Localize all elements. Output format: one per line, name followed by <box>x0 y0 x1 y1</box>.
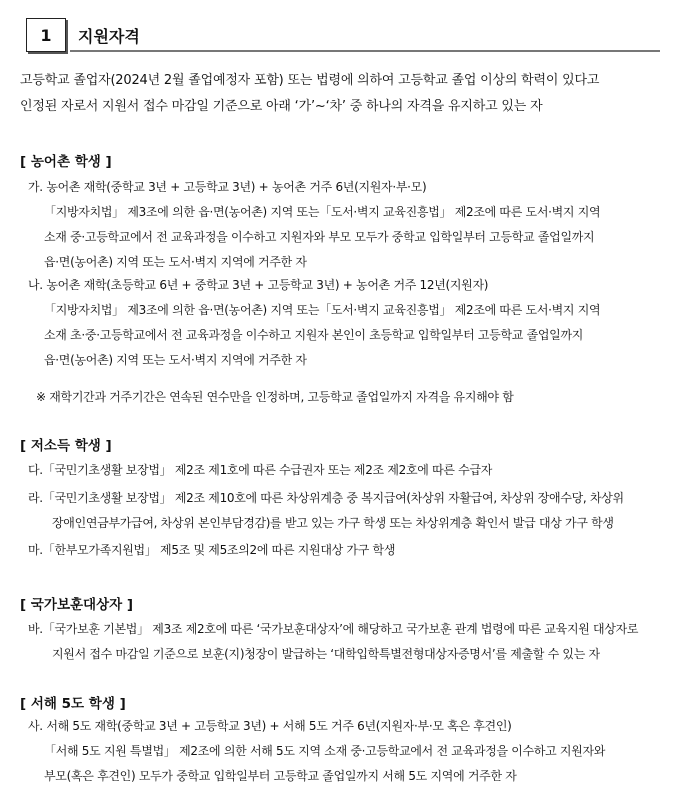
section-number-box: 1 <box>26 18 66 52</box>
criterion-line: 「지방자치법」 제3조에 의한 읍·면(농어촌) 지역 또는「도서·벽지 교육진흥법」 제2조에 따른 도서·벽지 지역 <box>44 303 601 317</box>
criterion-line: 읍·면(농어촌) 지역 또는 도서·벽지 지역에 거주한 자 <box>44 255 307 269</box>
criterion-head: 사. 서해 5도 재학(중학교 3년 + 고등학교 3년) + 서해 5도 거주 6년(지원자·부·모 혹은 후견인) <box>28 719 512 733</box>
criterion-na <box>28 273 668 373</box>
criterion-head: 나. 농어촌 재학(초등학교 6년 + 중학교 3년 + 고등학교 3년) + 농어촌 거주 12년(지원자) <box>28 278 489 292</box>
section-divider <box>70 50 660 52</box>
criterion-ga <box>28 175 668 275</box>
rural-note: ※ 재학기간과 거주기간은 연속된 연수만을 인정하며, 고등학교 졸업일까지 자격을 유지해야 함 <box>36 390 514 404</box>
criterion-sa <box>28 714 668 789</box>
criterion-ba <box>28 617 668 667</box>
criterion-line: 부모(혹은 후견인) 모두가 중학교 입학일부터 고등학교 졸업일까지 서해 5도 지역에 거주한 자 <box>44 769 517 783</box>
criterion-head: 다.「국민기초생활 보장법」 제2조 제1호에 따른 수급권자 또는 제2조 제2호에 따른 수급자 <box>28 463 493 477</box>
criterion-head: 가. 농어촌 재학(중학교 3년 + 고등학교 3년) + 농어촌 거주 6년(지원자·부·모) <box>28 180 427 194</box>
category-heading-low-income: [ 저소득 학생 ] <box>20 438 112 454</box>
criterion-da <box>28 458 668 483</box>
criterion-line: 소재 중·고등학교에서 전 교육과정을 이수하고 지원자와 부모 모두가 중학교 입학일부터 고등학교 졸업일까지 <box>44 230 595 244</box>
section-title: 지원자격 <box>78 27 140 46</box>
criterion-line: 소재 초·중·고등학교에서 전 교육과정을 이수하고 지원자 본인이 초등학교 입학일부터 고등학교 졸업일까지 <box>44 328 584 342</box>
criterion-ra <box>28 486 668 536</box>
criterion-head: 마.「한부모가족지원법」 제5조 및 제5조의2에 따른 지원대상 가구 학생 <box>28 543 396 557</box>
section-header <box>26 18 660 52</box>
criterion-ma <box>28 538 668 563</box>
criterion-line: 「서해 5도 지원 특별법」 제2조에 의한 서해 5도 지역 소재 중·고등학교에서 전 교육과정을 이수하고 지원자와 <box>44 744 606 758</box>
category-heading-rural: [ 농어촌 학생 ] <box>20 154 112 170</box>
criterion-line: 읍·면(농어촌) 지역 또는 도서·벽지 지역에 거주한 자 <box>44 353 307 367</box>
intro-line: 인정된 자로서 지원서 접수 마감일 기준으로 아래 ‘가’~‘차’ 중 하나의 자격을 유지하고 있는 자 <box>20 99 543 114</box>
intro-line: 고등학교 졸업자(2024년 2월 졸업예정자 포함) 또는 법령에 의하여 고등학교 졸업 이상의 학력이 있다고 <box>20 73 600 88</box>
criterion-line: 지원서 접수 마감일 기준으로 보훈(지)청장이 발급하는 ‘대학입학특별전형대상자증명서’를 제출할 수 있는 자 <box>52 647 600 661</box>
category-heading-veterans: [ 국가보훈대상자 ] <box>20 597 134 613</box>
intro-paragraph <box>20 68 664 120</box>
criterion-line: 장애인연금부가급여, 차상위 본인부담경감)를 받고 있는 가구 학생 또는 차상위계층 확인서 발급 대상 가구 학생 <box>52 516 614 530</box>
category-heading-islands: [ 서해 5도 학생 ] <box>20 696 126 712</box>
criterion-line: 「지방자치법」 제3조에 의한 읍·면(농어촌) 지역 또는「도서·벽지 교육진흥법」 제2조에 따른 도서·벽지 지역 <box>44 205 601 219</box>
criterion-head: 라.「국민기초생활 보장법」 제2조 제10호에 따른 차상위계층 중 복지급여(차상위 자활급여, 차상위 장애수당, 차상위 <box>28 491 624 505</box>
criterion-head: 바.「국가보훈 기본법」 제3조 제2호에 따른 ‘국가보훈대상자’에 해당하고 국가보훈 관계 법령에 따른 교육지원 대상자로 <box>28 622 639 636</box>
